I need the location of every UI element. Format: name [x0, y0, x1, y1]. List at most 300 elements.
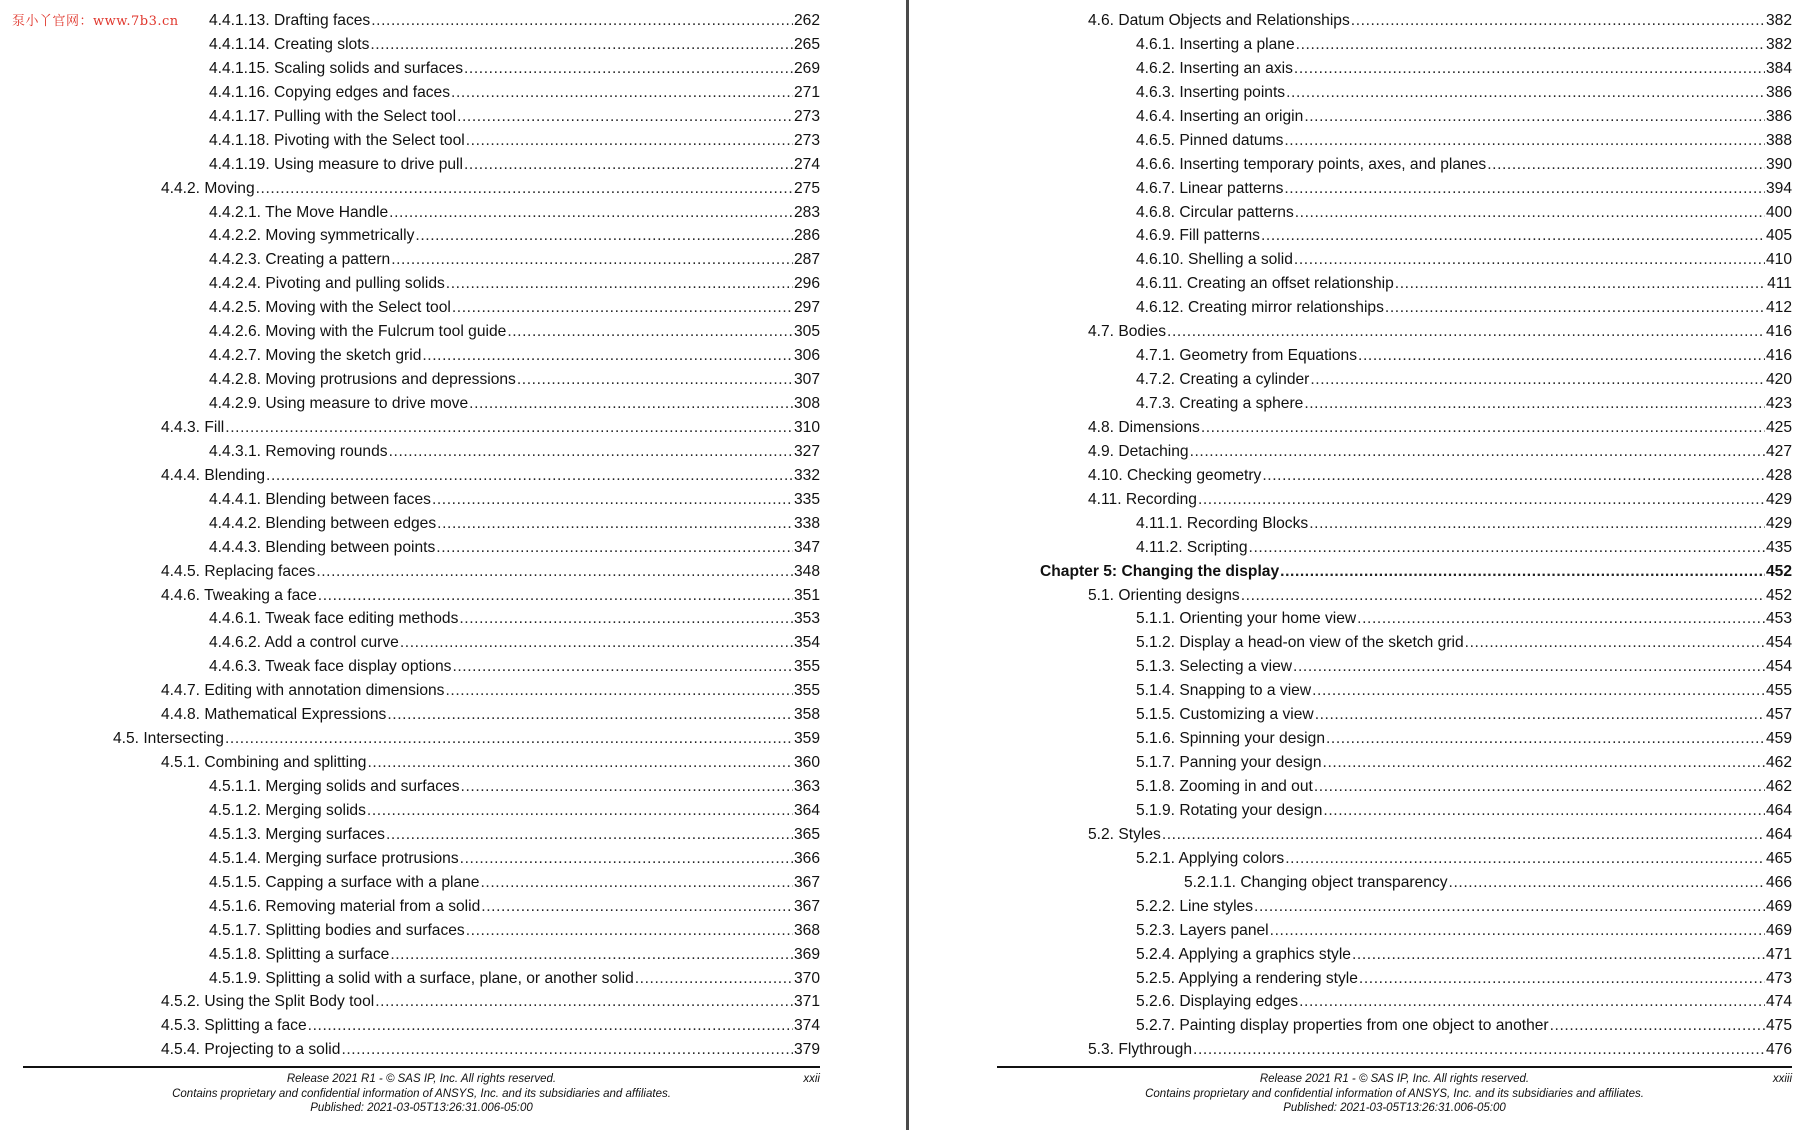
toc-entry[interactable]: [0, 344, 820, 368]
toc-entry-title: 4.6.7. Linear patterns: [1136, 179, 1284, 197]
dot-leader: [386, 823, 793, 847]
toc-entry-title: 4.4.2.5. Moving with the Select tool: [209, 299, 451, 317]
toc-entry[interactable]: [910, 224, 1792, 248]
toc-entry[interactable]: [0, 799, 820, 823]
dot-leader: [1262, 464, 1765, 488]
toc-entry-title: 5.1.5. Customizing a view: [1136, 706, 1314, 724]
toc-entry[interactable]: [0, 33, 820, 57]
toc-entry-page: 360: [793, 754, 820, 772]
toc-entry[interactable]: [0, 9, 820, 33]
toc-entry-title: 5.2.2. Line styles: [1136, 897, 1254, 915]
toc-entry[interactable]: [0, 775, 820, 799]
toc-entry-title: 4.4.7. Editing with annotation dimensions: [161, 682, 445, 700]
toc-entry-title: 4.4.2.2. Moving symmetrically: [209, 227, 415, 245]
dot-leader: [415, 224, 793, 248]
dot-leader: [1310, 368, 1765, 392]
toc-entry[interactable]: [0, 943, 820, 967]
toc-entry[interactable]: [910, 895, 1792, 919]
dot-leader: [1285, 847, 1765, 871]
dot-leader: [635, 967, 793, 991]
dot-leader: [452, 655, 793, 679]
toc-entry-page: 475: [1765, 1017, 1792, 1035]
dot-leader: [391, 248, 793, 272]
dot-leader: [316, 560, 793, 584]
toc-entry-page: 370: [793, 969, 820, 987]
toc-entry-page: 453: [1765, 610, 1792, 628]
toc-entry-page: 425: [1765, 418, 1792, 436]
toc-entry-title: 4.6.8. Circular patterns: [1136, 203, 1294, 221]
toc-entry[interactable]: [910, 57, 1792, 81]
toc-entry-title: 4.4.2.8. Moving protrusions and depressions: [209, 371, 516, 389]
toc-entry-title: 4.6.3. Inserting points: [1136, 83, 1286, 101]
watermark-text: 泵小丫官网：www.7b3.cn: [12, 14, 179, 29]
dot-leader: [1190, 440, 1765, 464]
toc-entry[interactable]: [0, 751, 820, 775]
toc-entry[interactable]: [910, 416, 1792, 440]
toc-entry[interactable]: [0, 990, 820, 1014]
footer-rule: [23, 1066, 820, 1068]
dot-leader: [1294, 57, 1765, 81]
toc-entry-page: 327: [793, 442, 820, 460]
toc-entry-title: 4.4.1.17. Pulling with the Select tool: [209, 107, 457, 125]
toc-entry[interactable]: [0, 296, 820, 320]
toc-entry-page: 355: [793, 658, 820, 676]
toc-entry-page: 366: [793, 849, 820, 867]
toc-entry-title: Chapter 5: Changing the display: [1040, 562, 1280, 580]
toc-entry[interactable]: [910, 177, 1792, 201]
toc-entry-title: 4.4.3. Fill: [161, 418, 225, 436]
toc-entry-page: 469: [1765, 897, 1792, 915]
toc-entry-title: 4.5.1.5. Capping a surface with a plane: [209, 873, 480, 891]
toc-entry[interactable]: [910, 248, 1792, 272]
dot-leader: [1296, 33, 1765, 57]
toc-entry[interactable]: [0, 967, 820, 991]
toc-entry-page: 400: [1765, 203, 1792, 221]
toc-entry-page: 473: [1765, 969, 1792, 987]
dot-leader: [1309, 512, 1765, 536]
toc-entry-title: 4.4.1.14. Creating slots: [209, 35, 370, 53]
dot-leader: [1299, 990, 1765, 1014]
toc-entry[interactable]: [0, 703, 820, 727]
toc-entry[interactable]: [910, 847, 1792, 871]
dot-leader: [466, 129, 793, 153]
toc-entry-title: 4.4.1.16. Copying edges and faces: [209, 83, 451, 101]
toc-entry[interactable]: [0, 368, 820, 392]
toc-entry-page: 305: [793, 323, 820, 341]
toc-entry-page: 411: [1767, 275, 1792, 293]
dot-leader: [437, 512, 793, 536]
toc-entry-title: 4.4.4.1. Blending between faces: [209, 490, 431, 508]
toc-entry[interactable]: [0, 607, 820, 631]
dot-leader: [1284, 177, 1765, 201]
toc-entry-page: 435: [1765, 538, 1792, 556]
toc-entry[interactable]: [0, 560, 820, 584]
dot-leader: [422, 344, 793, 368]
toc-entry[interactable]: [0, 655, 820, 679]
toc-entry-page: 452: [1765, 586, 1792, 604]
dot-leader: [460, 847, 793, 871]
toc-entry[interactable]: [910, 129, 1792, 153]
toc-entry-page: 466: [1765, 873, 1792, 891]
toc-entry[interactable]: [910, 320, 1792, 344]
dot-leader: [1312, 679, 1765, 703]
toc-entry[interactable]: [0, 153, 820, 177]
toc-entry[interactable]: [0, 392, 820, 416]
toc-entry-page: 367: [793, 873, 820, 891]
dot-leader: [387, 703, 793, 727]
toc-entry[interactable]: [0, 512, 820, 536]
toc-entry-title: 4.7.3. Creating a sphere: [1136, 395, 1304, 412]
toc-entry-page: 332: [793, 466, 820, 484]
dot-leader: [1487, 153, 1765, 177]
toc-entry[interactable]: [0, 248, 820, 272]
dot-leader: [507, 320, 793, 344]
toc-entry-page: 347: [793, 538, 820, 556]
toc-entry[interactable]: [910, 703, 1792, 727]
footer-confidential: Contains proprietary and confidential information of ANSYS, Inc. and its subsidiaries and affiliates.: [172, 1087, 671, 1100]
dot-leader: [464, 153, 793, 177]
toc-entry-title: 4.6.9. Fill patterns: [1136, 227, 1260, 245]
toc-entry-title: 4.9. Detaching: [1088, 442, 1189, 460]
toc-entry-page: 429: [1765, 514, 1792, 532]
dot-leader: [1270, 919, 1765, 943]
toc-entry[interactable]: [910, 344, 1792, 368]
toc-entry[interactable]: [0, 584, 820, 608]
toc-entry-title: 4.5.2. Using the Split Body tool: [161, 993, 375, 1011]
toc-entry[interactable]: [0, 81, 820, 105]
toc-entry-title: 4.4.1.19. Using measure to drive pull: [209, 155, 463, 173]
toc-entry-title: 4.4.2.7. Moving the sketch grid: [209, 347, 422, 365]
toc-entry[interactable]: [910, 105, 1792, 129]
toc-entry-title: 4.10. Checking geometry: [1088, 466, 1262, 484]
toc-entry[interactable]: [0, 871, 820, 895]
dot-leader: [1357, 607, 1765, 631]
toc-entry[interactable]: [910, 9, 1792, 33]
toc-entry[interactable]: [0, 57, 820, 81]
toc-entry-page: 308: [793, 395, 820, 412]
dot-leader: [389, 201, 793, 225]
dot-leader: [517, 368, 793, 392]
toc-entry-title: 5.1.3. Selecting a view: [1136, 658, 1293, 676]
dot-leader: [1286, 81, 1765, 105]
dot-leader: [389, 440, 793, 464]
toc-entry-title: 4.6.5. Pinned datums: [1136, 131, 1284, 149]
toc-entry-page: 273: [793, 131, 820, 149]
toc-entry-page: 416: [1765, 347, 1792, 365]
toc-entry-title: 4.5.3. Splitting a face: [161, 1017, 307, 1035]
toc-entry-title: 5.2.7. Painting display properties from one object to another: [1136, 1017, 1549, 1035]
toc-entry[interactable]: [0, 823, 820, 847]
toc-entry[interactable]: [910, 560, 1792, 584]
toc-entry-page: 363: [793, 778, 820, 795]
toc-entry[interactable]: [0, 224, 820, 248]
toc-entry-title: 5.1.7. Panning your design: [1136, 754, 1322, 772]
toc-entry[interactable]: [0, 201, 820, 225]
toc-entry[interactable]: [0, 536, 820, 560]
toc-entry-page: 286: [793, 227, 820, 245]
dot-leader: [318, 584, 793, 608]
toc-entry-page: 310: [793, 418, 820, 436]
dot-leader: [1201, 416, 1765, 440]
toc-entry[interactable]: [910, 775, 1792, 799]
dot-leader: [1304, 105, 1765, 129]
toc-page-left: [0, 0, 906, 1130]
toc-entry-page: 374: [793, 1017, 820, 1035]
toc-entry-title: 4.5.1.9. Splitting a solid with a surface, plane, or another solid: [209, 969, 634, 987]
toc-entry[interactable]: [910, 823, 1792, 847]
toc-entry-title: 4.4.2.3. Creating a pattern: [209, 251, 391, 269]
toc-entry[interactable]: [0, 177, 820, 201]
toc-entry-title: 4.4.5. Replacing faces: [161, 562, 316, 580]
toc-entry[interactable]: [910, 33, 1792, 57]
toc-entry[interactable]: [0, 895, 820, 919]
toc-entry-title: 4.6.2. Inserting an axis: [1136, 59, 1293, 77]
toc-entry-page: 368: [793, 921, 820, 939]
toc-entry[interactable]: [910, 655, 1792, 679]
toc-entry-page: 459: [1765, 730, 1792, 748]
dot-leader: [371, 9, 793, 33]
toc-entry[interactable]: [0, 679, 820, 703]
toc-entry[interactable]: [910, 201, 1792, 225]
toc-entry-page: 348: [793, 562, 820, 580]
dot-leader: [461, 775, 793, 799]
dot-leader: [1314, 775, 1765, 799]
toc-entry-page: 464: [1765, 825, 1792, 843]
dot-leader: [457, 105, 793, 129]
dot-leader: [445, 679, 793, 703]
toc-entry[interactable]: [910, 296, 1792, 320]
toc-entry-page: 307: [793, 371, 820, 389]
dot-leader: [451, 81, 793, 105]
toc-entry[interactable]: [0, 919, 820, 943]
dot-leader: [480, 871, 792, 895]
toc-entry-title: 4.6.4. Inserting an origin: [1136, 107, 1304, 125]
footer-page-number: xxii: [803, 1073, 820, 1085]
dot-leader: [466, 919, 793, 943]
toc-entry[interactable]: [910, 943, 1792, 967]
footer-release: Release 2021 R1 - © SAS IP, Inc. All rights reserved.: [286, 1073, 557, 1085]
toc-entry[interactable]: [0, 320, 820, 344]
toc-entry-page: 455: [1765, 682, 1792, 700]
dot-leader: [1323, 799, 1765, 823]
toc-entry-page: 306: [793, 347, 820, 365]
toc-entry-title: 4.5.1.4. Merging surface protrusions: [209, 849, 459, 867]
toc-entry[interactable]: [0, 440, 820, 464]
toc-entry-page: 384: [1765, 59, 1792, 77]
toc-entry-page: 296: [793, 275, 820, 293]
toc-entry-page: 464: [1765, 801, 1792, 819]
toc-list-right: [910, 9, 1792, 1062]
dot-leader: [1293, 655, 1765, 679]
toc-entry-page: 269: [793, 59, 820, 77]
toc-entry-title: 4.4.2.6. Moving with the Fulcrum tool guide: [209, 323, 507, 341]
dot-leader: [1254, 895, 1765, 919]
toc-entry[interactable]: [0, 416, 820, 440]
toc-entry[interactable]: [0, 272, 820, 296]
page-footer: [997, 1072, 1792, 1116]
toc-entry[interactable]: [0, 488, 820, 512]
toc-entry-title: 4.11.2. Scripting: [1136, 538, 1248, 556]
toc-entry-page: 382: [1765, 35, 1792, 53]
toc-entry[interactable]: [910, 584, 1792, 608]
toc-entry[interactable]: [910, 536, 1792, 560]
toc-page-right: [910, 0, 1815, 1130]
dot-leader: [464, 57, 793, 81]
toc-entry[interactable]: [910, 799, 1792, 823]
toc-entry[interactable]: [910, 751, 1792, 775]
dot-leader: [225, 416, 793, 440]
toc-entry-page: 369: [793, 945, 820, 963]
toc-entry-page: 388: [1765, 131, 1792, 149]
toc-entry[interactable]: [910, 272, 1792, 296]
toc-entry-title: 5.1.8. Zooming in and out: [1136, 778, 1313, 795]
toc-entry[interactable]: [910, 679, 1792, 703]
toc-entry-title: 5.2.5. Applying a rendering style: [1136, 969, 1358, 987]
toc-entry-title: 4.5.1.1. Merging solids and surfaces: [209, 778, 460, 795]
toc-entry-title: 5.2.6. Displaying edges: [1136, 993, 1299, 1011]
dot-leader: [1550, 1014, 1765, 1038]
page-divider: [906, 0, 909, 1130]
toc-entry-title: 4.6.1. Inserting a plane: [1136, 35, 1295, 53]
dot-leader: [225, 727, 793, 751]
dot-leader: [341, 1038, 793, 1062]
page-footer: [23, 1072, 820, 1116]
dot-leader: [452, 296, 793, 320]
toc-entry[interactable]: [910, 368, 1792, 392]
dot-leader: [400, 631, 793, 655]
toc-entry[interactable]: [910, 919, 1792, 943]
toc-entry-title: 4.4.1.18. Pivoting with the Select tool: [209, 131, 465, 149]
toc-entry-title: 4.4.2. Moving: [161, 179, 255, 197]
toc-entry-page: 359: [793, 730, 820, 748]
toc-entry-page: 452: [1765, 562, 1792, 580]
toc-entry-title: 4.7.1. Geometry from Equations: [1136, 347, 1358, 365]
dot-leader: [446, 272, 793, 296]
toc-entry[interactable]: [910, 631, 1792, 655]
toc-entry-title: 5.1.1. Orienting your home view: [1136, 610, 1357, 628]
toc-entry-title: 5.2.4. Applying a graphics style: [1136, 945, 1351, 963]
toc-entry-title: 4.6.12. Creating mirror relationships: [1136, 299, 1384, 317]
dot-leader: [367, 751, 793, 775]
dot-leader: [1241, 584, 1765, 608]
toc-entry[interactable]: [910, 967, 1792, 991]
toc-entry[interactable]: [0, 1014, 820, 1038]
dot-leader: [1280, 560, 1765, 584]
dot-leader: [1326, 727, 1765, 751]
toc-entry[interactable]: [910, 512, 1792, 536]
toc-entry-title: 4.4.2.1. The Move Handle: [209, 203, 389, 221]
dot-leader: [1385, 296, 1765, 320]
toc-entry[interactable]: [910, 727, 1792, 751]
toc-entry[interactable]: [910, 153, 1792, 177]
toc-entry-page: 390: [1765, 155, 1792, 173]
toc-entry[interactable]: [910, 990, 1792, 1014]
footer-release: Release 2021 R1 - © SAS IP, Inc. All rights reserved.: [1259, 1073, 1530, 1085]
footer-published: Published: 2021-03-05T13:26:31.006-05:00: [1283, 1102, 1506, 1114]
footer-rule: [997, 1066, 1792, 1068]
toc-entry-page: 465: [1765, 849, 1792, 867]
toc-entry[interactable]: [910, 81, 1792, 105]
footer-confidential: Contains proprietary and confidential information of ANSYS, Inc. and its subsidiaries and affiliates.: [1145, 1087, 1644, 1100]
toc-entry-page: 462: [1765, 778, 1792, 795]
dot-leader: [1315, 703, 1765, 727]
toc-entry-page: 335: [793, 490, 820, 508]
dot-leader: [1359, 967, 1765, 991]
toc-entry[interactable]: [910, 1014, 1792, 1038]
toc-entry[interactable]: [910, 440, 1792, 464]
dot-leader: [1198, 488, 1765, 512]
dot-leader: [436, 536, 793, 560]
dot-leader: [1167, 320, 1765, 344]
toc-entry-title: 4.4.8. Mathematical Expressions: [161, 706, 387, 724]
toc-entry-title: 5.1.6. Spinning your design: [1136, 730, 1325, 748]
toc-entry[interactable]: [0, 847, 820, 871]
toc-entry-page: 394: [1765, 179, 1792, 197]
dot-leader: [370, 33, 793, 57]
toc-entry-title: 4.7.2. Creating a cylinder: [1136, 371, 1310, 389]
toc-entry-page: 427: [1765, 442, 1792, 460]
dot-leader: [1395, 272, 1766, 296]
dot-leader: [1323, 751, 1765, 775]
toc-entry-title: 4.4.4.3. Blending between points: [209, 538, 436, 556]
toc-entry-page: 262: [793, 12, 820, 29]
dot-leader: [266, 464, 793, 488]
toc-entry-title: 4.4.2.4. Pivoting and pulling solids: [209, 275, 445, 293]
dot-leader: [367, 799, 793, 823]
toc-entry-page: 457: [1765, 706, 1792, 724]
dot-leader: [1351, 9, 1765, 33]
toc-entry-title: 4.11. Recording: [1088, 490, 1197, 508]
toc-entry[interactable]: [910, 392, 1792, 416]
toc-entry[interactable]: [0, 727, 820, 751]
dot-leader: [1465, 631, 1765, 655]
toc-entry[interactable]: [910, 488, 1792, 512]
toc-entry-title: 4.4.4.2. Blending between edges: [209, 514, 437, 532]
toc-entry-title: 4.6.10. Shelling a solid: [1136, 251, 1293, 269]
toc-entry-page: 471: [1765, 945, 1792, 963]
dot-leader: [256, 177, 793, 201]
toc-entry-page: 354: [793, 634, 820, 652]
toc-entry-page: 454: [1765, 634, 1792, 652]
toc-entry-page: 386: [1765, 83, 1792, 101]
toc-entry-title: 4.4.1.13. Drafting faces: [209, 12, 371, 29]
toc-entry-title: 4.4.6.2. Add a control curve: [209, 634, 399, 652]
toc-entry-title: 4.5.1.3. Merging surfaces: [209, 825, 385, 843]
toc-entry-page: 283: [793, 203, 820, 221]
toc-entry-page: 265: [793, 35, 820, 53]
toc-entry-title: 4.5.1. Combining and splitting: [161, 754, 367, 772]
toc-entry[interactable]: [0, 105, 820, 129]
toc-entry[interactable]: [0, 129, 820, 153]
toc-entry[interactable]: [0, 1038, 820, 1062]
toc-entry[interactable]: [0, 464, 820, 488]
dot-leader: [469, 392, 793, 416]
dot-leader: [432, 488, 793, 512]
toc-entry-title: 4.7. Bodies: [1088, 323, 1167, 341]
dot-leader: [308, 1014, 793, 1038]
toc-entry[interactable]: [910, 607, 1792, 631]
dot-leader: [1261, 224, 1765, 248]
toc-entry-title: 4.5.4. Projecting to a solid: [161, 1041, 341, 1059]
toc-entry-title: 5.1.9. Rotating your design: [1136, 801, 1323, 819]
toc-entry[interactable]: [910, 1038, 1792, 1062]
toc-entry-page: 367: [793, 897, 820, 915]
toc-entry[interactable]: [910, 871, 1792, 895]
toc-entry[interactable]: [910, 464, 1792, 488]
toc-entry[interactable]: [0, 631, 820, 655]
toc-entry-title: 4.4.2.9. Using measure to drive move: [209, 395, 469, 412]
dot-leader: [375, 990, 793, 1014]
